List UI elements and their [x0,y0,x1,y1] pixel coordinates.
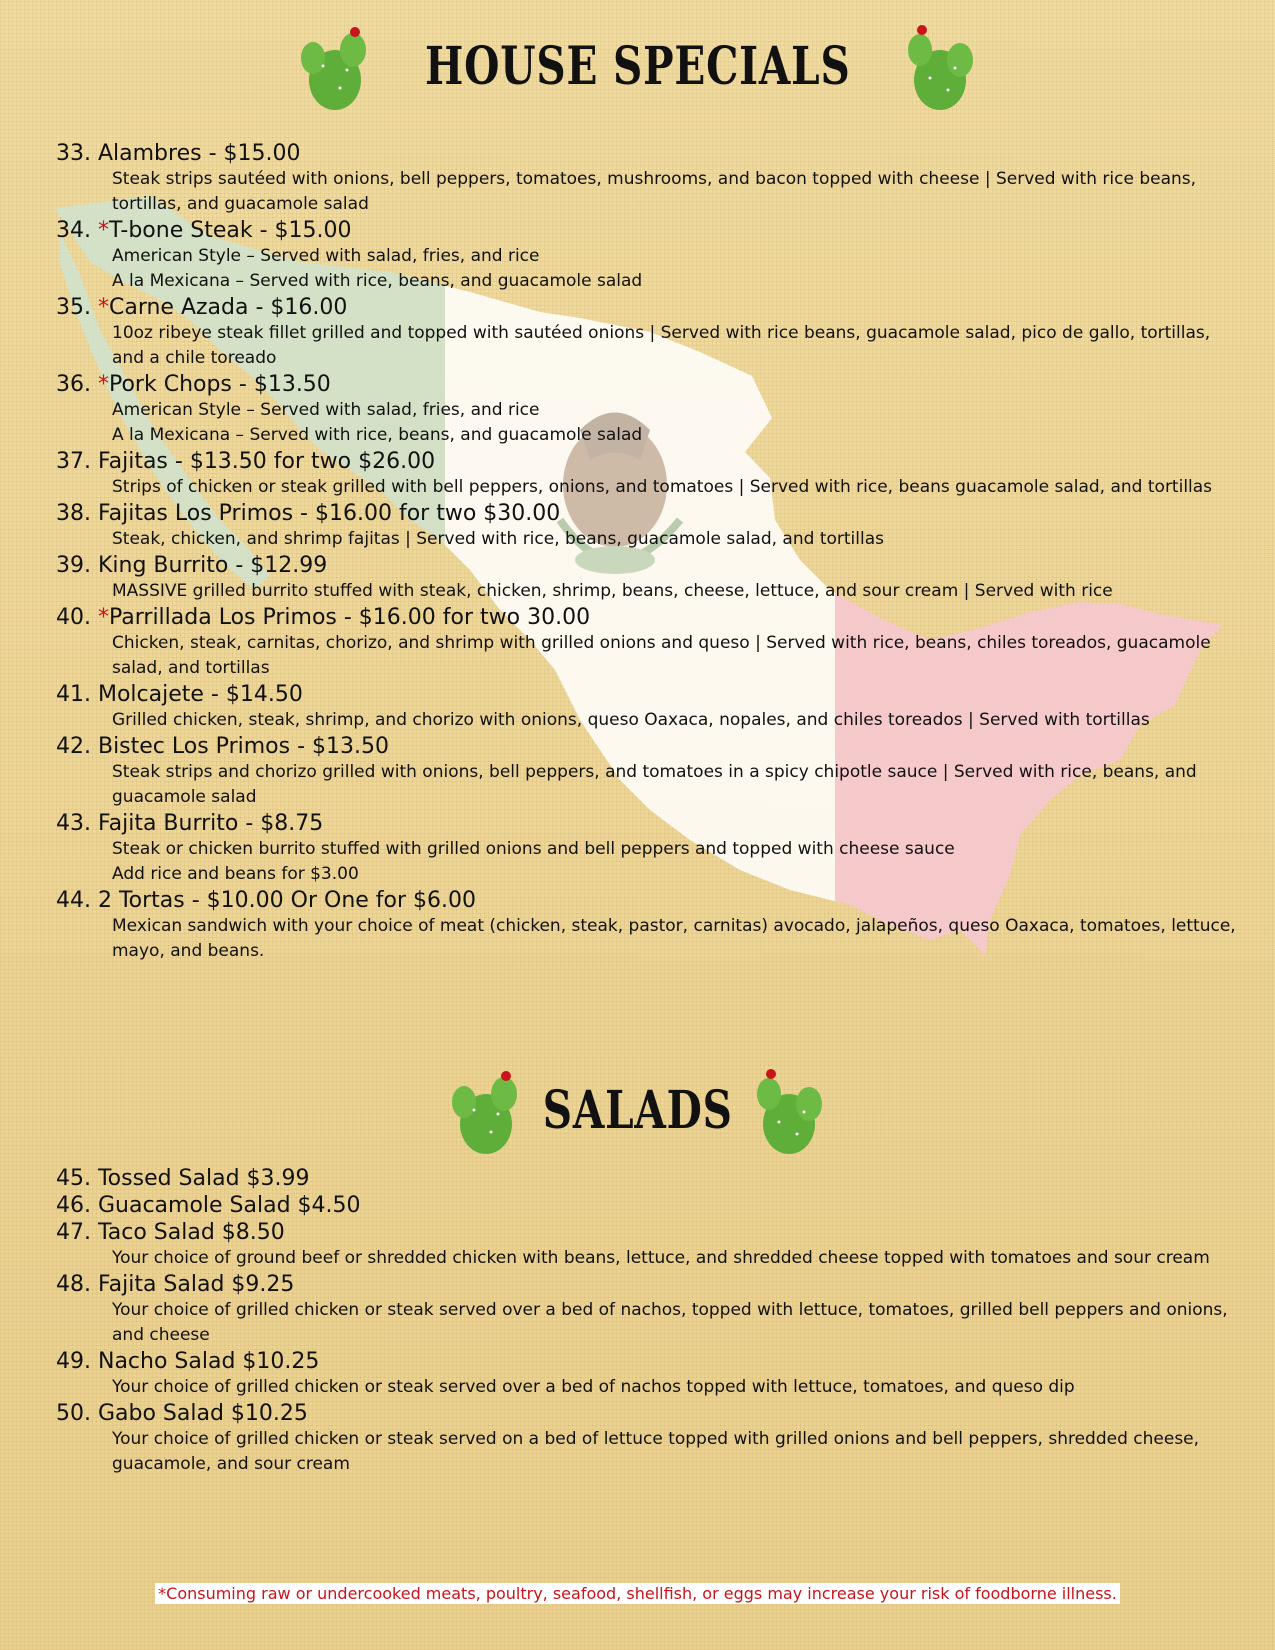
menu-item [56,552,1236,604]
menu-item-desc: American Style – Served with salad, fries, and rice [112,246,540,266]
food-safety-disclaimer [0,1584,1275,1603]
menu-item-desc: MASSIVE grilled burrito stuffed with steak, chicken, shrimp, beans, cheese, lettuce, and sour cream | Served with rice [112,581,1113,601]
menu-item-desc: Your choice of grilled chicken or steak served on a bed of lettuce topped with grilled onions and bell peppers, shredded cheese, guacamole, and sour cream [112,1429,1200,1474]
menu-item-desc: Your choice of grilled chicken or steak served over a bed of nachos topped with lettuce, tomatoes, and queso dip [112,1377,1075,1397]
menu-item-title: 39. King Burrito - $12.99 [56,553,328,578]
menu-item-desc: A la Mexicana – Served with rice, beans, and guacamole salad [112,425,643,445]
menu-item [56,604,1236,681]
menu-item-title: 41. Molcajete - $14.50 [56,682,303,707]
salads-title: SALADS [542,1079,733,1141]
menu-item [56,1400,1236,1477]
menu-item-desc: Your choice of ground beef or shredded chicken with beans, lettuce, and shredded cheese topped with tomatoes and sour cream [112,1248,1210,1268]
menu-item [56,448,1236,500]
asterisk-marker: * [97,372,109,397]
cactus-icon [900,18,980,114]
menu-item [56,1165,1236,1192]
cactus-icon [749,1062,829,1158]
salads-list [56,1165,1236,1477]
house-specials-list [56,140,1236,964]
menu-item [56,500,1236,552]
menu-item-desc: Mexican sandwich with your choice of meat (chicken, steak, pastor, carnitas) avocado, jalapeños, queso Oaxaca, tomatoes, lettuce, mayo, and beans. [112,916,1236,961]
menu-item-desc: Add rice and beans for $3.00 [112,864,359,884]
menu-item-title: 34. *T-bone Steak - $15.00 [56,218,352,243]
disclaimer-text: *Consuming raw or undercooked meats, poultry, seafood, shellfish, or eggs may increase your risk of foodborne illness. [155,1583,1120,1604]
menu-item [56,1219,1236,1271]
menu-item-title: 49. Nacho Salad $10.25 [56,1349,320,1374]
menu-item-title: 38. Fajitas Los Primos - $16.00 for two $30.00 [56,501,561,526]
menu-item-desc: Steak strips sautéed with onions, bell peppers, tomatoes, mushrooms, and bacon topped with cheese | Served with rice beans, tortillas, and guacamole salad [112,169,1197,214]
menu-item [56,371,1236,448]
menu-item [56,681,1236,733]
menu-item-desc: A la Mexicana – Served with rice, beans, and guacamole salad [112,271,643,291]
menu-item-title: 37. Fajitas - $13.50 for two $26.00 [56,449,436,474]
menu-item [56,733,1236,810]
house-specials-title: HOUSE SPECIALS [424,35,851,97]
menu-item [56,1348,1236,1400]
asterisk-marker: * [97,605,109,630]
menu-item [56,1271,1236,1348]
menu-item-title: 40. *Parrillada Los Primos - $16.00 for two 30.00 [56,605,591,630]
menu-item-title: 44. 2 Tortas - $10.00 Or One for $6.00 [56,888,477,913]
salads-heading [0,1062,1275,1158]
menu-item-title: 36. *Pork Chops - $13.50 [56,372,331,397]
menu-item-title: 48. Fajita Salad $9.25 [56,1272,295,1297]
menu-item-desc: Chicken, steak, carnitas, chorizo, and shrimp with grilled onions and queso | Served with rice, beans, chiles toreados, guacamole salad, and tortillas [112,633,1211,678]
menu-item [56,1192,1236,1219]
menu-item-title: 50. Gabo Salad $10.25 [56,1401,308,1426]
asterisk-marker: * [97,295,109,320]
cactus-icon [446,1062,526,1158]
menu-item-title: 46. Guacamole Salad $4.50 [56,1193,361,1218]
menu-item-title: 33. Alambres - $15.00 [56,141,301,166]
asterisk-marker: * [97,218,109,243]
house-specials-heading [0,18,1275,114]
menu-item-desc: Grilled chicken, steak, shrimp, and chorizo with onions, queso Oaxaca, nopales, and chiles toreados | Served with tortillas [112,710,1150,730]
menu-item-desc: American Style – Served with salad, fries, and rice [112,400,540,420]
menu-item [56,294,1236,371]
menu-item [56,887,1236,964]
menu-item-title: 45. Tossed Salad $3.99 [56,1166,310,1191]
menu-item-desc: Steak or chicken burrito stuffed with grilled onions and bell peppers and topped with cheese sauce [112,839,955,859]
menu-item-desc: Strips of chicken or steak grilled with bell peppers, onions, and tomatoes | Served with rice, beans guacamole salad, and tortillas [112,477,1213,497]
menu-item-title: 35. *Carne Azada - $16.00 [56,295,348,320]
menu-item-desc: Your choice of grilled chicken or steak served over a bed of nachos, topped with lettuce, tomatoes, grilled bell peppers and onions, and cheese [112,1300,1228,1345]
menu-item [56,217,1236,294]
menu-item [56,140,1236,217]
menu-item-desc: 10oz ribeye steak fillet grilled and topped with sautéed onions | Served with rice beans, guacamole salad, pico de gallo, tortillas, and a chile toreado [112,323,1211,368]
menu-item-title: 42. Bistec Los Primos - $13.50 [56,734,389,759]
menu-item-title: 43. Fajita Burrito - $8.75 [56,811,324,836]
menu-item [56,810,1236,887]
menu-item-title: 47. Taco Salad $8.50 [56,1220,285,1245]
cactus-icon [295,18,375,114]
menu-item-desc: Steak strips and chorizo grilled with onions, bell peppers, and tomatoes in a spicy chipotle sauce | Served with rice, beans, and guacamole salad [112,762,1197,807]
menu-item-desc: Steak, chicken, and shrimp fajitas | Served with rice, beans, guacamole salad, and tortillas [112,529,884,549]
